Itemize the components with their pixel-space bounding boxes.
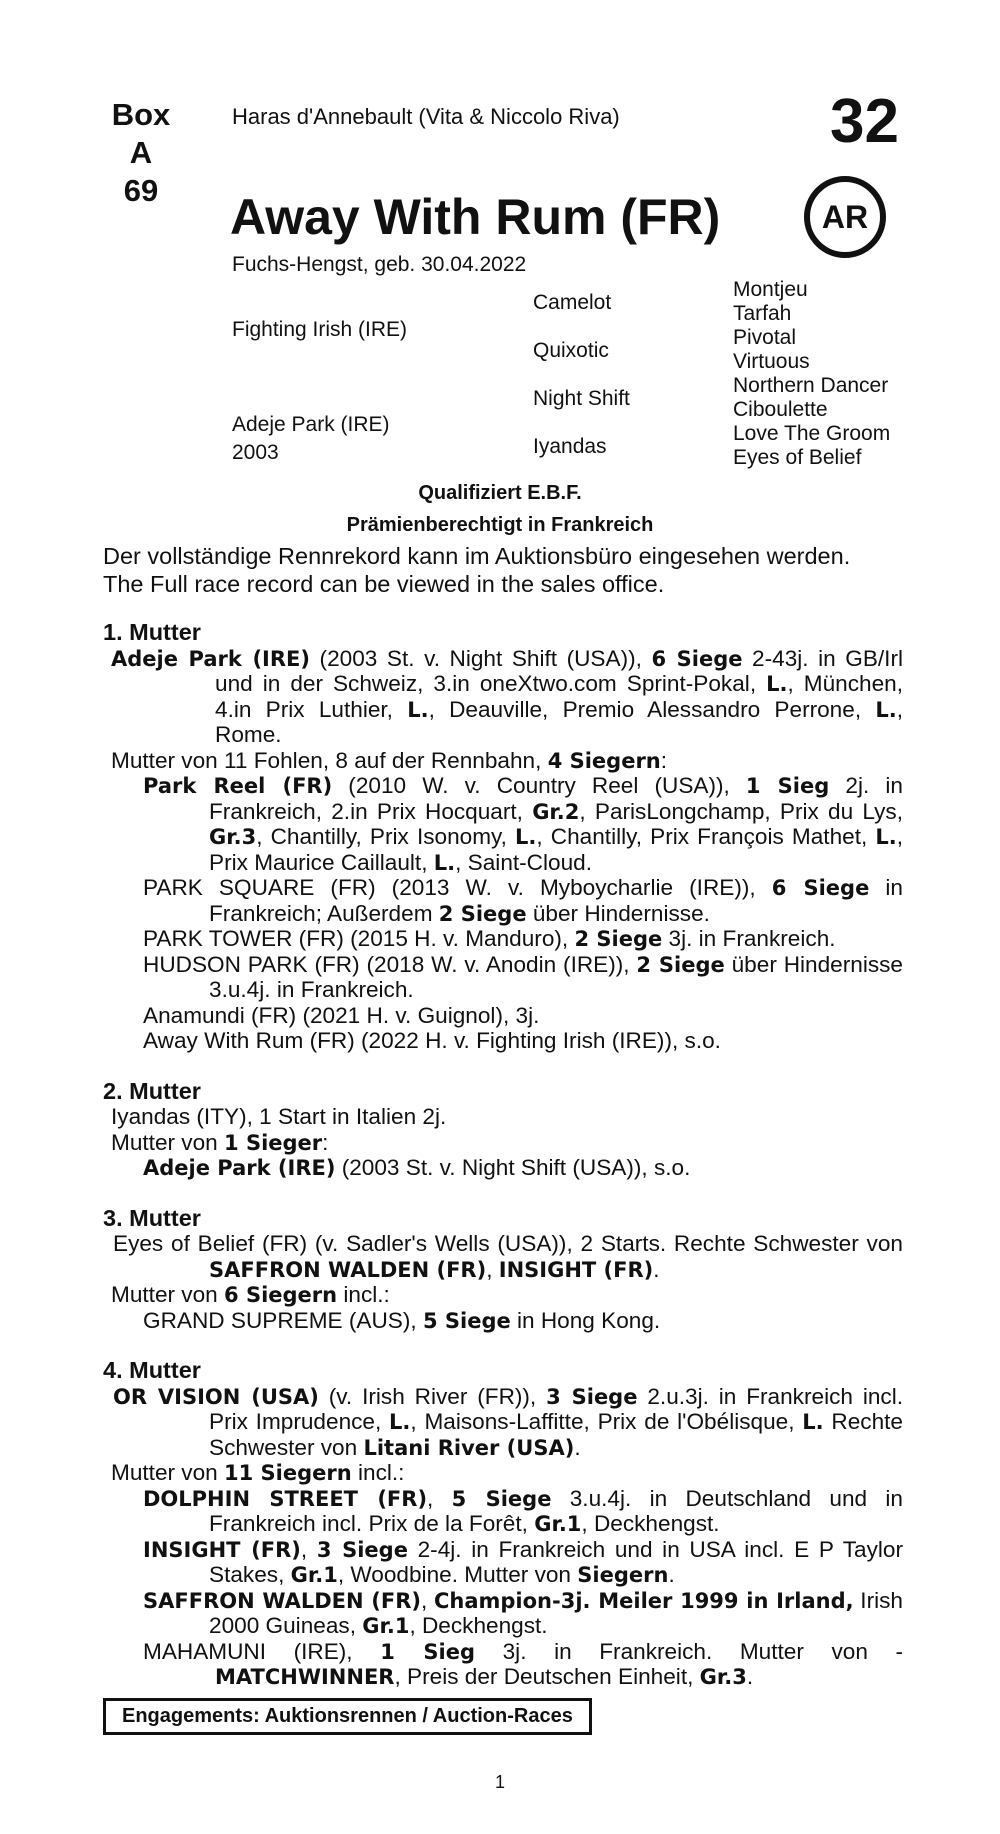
qualification-ebf: Qualifiziert E.B.F. bbox=[418, 482, 582, 504]
third-dam-title: 3. Mutter bbox=[103, 1204, 201, 1231]
pedigree-sire-sire: Camelot bbox=[533, 291, 612, 314]
pedigree-dam-year: 2003 bbox=[232, 441, 279, 464]
fourth-dam-title: 4. Mutter bbox=[103, 1357, 201, 1383]
pedigree-great-grandparents bbox=[733, 278, 890, 470]
fourth-dam-produce: Mutter von 11 Siegern incl.: bbox=[111, 1460, 405, 1485]
first-dam-title: 1. Mutter bbox=[103, 619, 201, 645]
gg-item: Montjeu bbox=[733, 278, 808, 301]
first-dam-entry: Adeje Park (IRE) (2003 St. v. Night Shift (USA)), 6 Siege 2-43j. in GB/Irl und in der Schweiz, 3.in oneXtwo.com Sprint-Pokal, L., München, 4.in Prix Luthier, L., Deauville, Premio Alessandro Perrone, L., Rome. bbox=[111, 645, 904, 747]
gg-item: Ciboulette bbox=[733, 398, 828, 421]
gg-item: Virtuous bbox=[733, 350, 810, 373]
gg-item: Tarfah bbox=[733, 302, 792, 325]
second-dam-produce: Mutter von 1 Sieger: bbox=[111, 1129, 329, 1155]
box-title: Box bbox=[111, 97, 171, 132]
gg-item: Eyes of Belief bbox=[733, 446, 862, 469]
pedigree-sire: Fighting Irish (IRE) bbox=[232, 318, 408, 341]
page-number: 1 bbox=[494, 1772, 505, 1792]
note-german: Der vollständige Rennrekord kann im Auktionsbüro eingesehen werden. bbox=[103, 543, 851, 569]
offspring-grand-supreme: GRAND SUPREME (AUS), 5 Siege in Hong Kong. bbox=[143, 1307, 661, 1333]
owner: Haras d'Annebault (Vita & Niccolo Riva) bbox=[232, 104, 620, 129]
second-dam-offspring: Adeje Park (IRE) (2003 St. v. Night Shift (USA)), s.o. bbox=[143, 1155, 691, 1180]
pedigree-dam-sire: Night Shift bbox=[533, 387, 630, 410]
gg-item: Love The Groom bbox=[733, 422, 891, 445]
third-dam-entry: Eyes of Belief (FR) (v. Sadler's Wells (USA)), 2 Starts. Rechte Schwester von SAFFRON WALDEN (FR), INSIGHT (FR). bbox=[113, 1231, 903, 1282]
offspring-away-with-rum: Away With Rum (FR) (2022 H. v. Fighting Irish (IRE)), s.o. bbox=[143, 1028, 721, 1053]
gg-item: Northern Dancer bbox=[733, 374, 889, 397]
offspring-mahamuni: MAHAMUNI (IRE), 1 Sieg 3j. in Frankreich. Mutter von - MATCHWINNER, Preis der Deutschen Einheit, Gr.3. bbox=[143, 1638, 903, 1689]
box-label bbox=[110, 96, 172, 210]
offspring-insight: INSIGHT (FR), 3 Siege 2-4j. in Frankreich und in USA incl. E P Taylor Stakes, Gr.1, Woodbine. Mutter von Siegern. bbox=[143, 1536, 903, 1587]
engagements-box: Engagements: Auktionsrennen / Auction-Races bbox=[103, 1698, 592, 1735]
offspring-saffron-walden: SAFFRON WALDEN (FR), Champion-3j. Meiler 1999 in Irland, Irish 2000 Guineas, Gr.1, Deckhengst. bbox=[143, 1587, 903, 1638]
offspring-dolphin-street: DOLPHIN STREET (FR), 5 Siege 3.u.4j. in Deutschland und in Frankreich incl. Prix de la Forêt, Gr.1, Deckhengst. bbox=[143, 1485, 903, 1536]
first-dam-produce: Mutter von 11 Fohlen, 8 auf der Rennbahn, 4 Siegern: bbox=[111, 747, 668, 773]
note-english: The Full race record can be viewed in the sales office. bbox=[103, 571, 665, 597]
offspring-anamundi: Anamundi (FR) (2021 H. v. Guignol), 3j. bbox=[143, 1002, 540, 1028]
qualification-premium: Prämienberechtigt in Frankreich bbox=[346, 514, 654, 536]
lot-number: 32 bbox=[830, 87, 899, 156]
sales-office-note bbox=[103, 542, 850, 598]
offspring-park-tower: PARK TOWER (FR) (2015 H. v. Manduro), 2 Siege 3j. in Frankreich. bbox=[143, 926, 836, 951]
fourth-dam-entry: OR VISION (USA) (v. Irish River (FR)), 3 Siege 2.u.3j. in Frankreich incl. Prix Imprudence, L., Maisons-Laffitte, Prix de l'Obélisque, L. Rechte Schwester von Litani River (USA). bbox=[113, 1383, 904, 1460]
second-dam-title: 2. Mutter bbox=[103, 1077, 201, 1104]
catalogue-body bbox=[103, 620, 903, 1690]
pedigree-dam: Adeje Park (IRE) bbox=[232, 413, 390, 436]
horse-description: Fuchs-Hengst, geb. 30.04.2022 bbox=[232, 253, 527, 276]
third-dam-produce: Mutter von 6 Siegern incl.: bbox=[111, 1282, 390, 1307]
initials-badge: AR bbox=[804, 176, 886, 258]
pedigree-dam-dam: Iyandas bbox=[533, 435, 607, 458]
gg-item: Pivotal bbox=[733, 326, 797, 349]
box-number: A 69 bbox=[123, 135, 159, 208]
offspring-hudson-park: HUDSON PARK (FR) (2018 W. v. Anodin (IRE)), 2 Siege über Hindernisse 3.u.4j. in Frankreich. bbox=[143, 951, 903, 1002]
second-dam-entry: Iyandas (ITY), 1 Start in Italien 2j. bbox=[111, 1104, 447, 1129]
horse-name: Away With Rum (FR) bbox=[230, 189, 721, 245]
pedigree-sire-dam: Quixotic bbox=[533, 339, 609, 362]
offspring-park-square: PARK SQUARE (FR) (2013 W. v. Myboycharlie (IRE)), 6 Siege in Frankreich; Außerdem 2 Siege über Hindernisse. bbox=[143, 875, 903, 926]
offspring-park-reel: Park Reel (FR) (2010 W. v. Country Reel (USA)), 1 Sieg 2j. in Frankreich, 2.in Prix Hocquart, Gr.2, ParisLongchamp, Prix du Lys, Gr.3, Chantilly, Prix Isonomy, L., Chantilly, Prix François Mathet, L., Prix Maurice Caillault, L., Saint-Cloud. bbox=[143, 773, 904, 875]
